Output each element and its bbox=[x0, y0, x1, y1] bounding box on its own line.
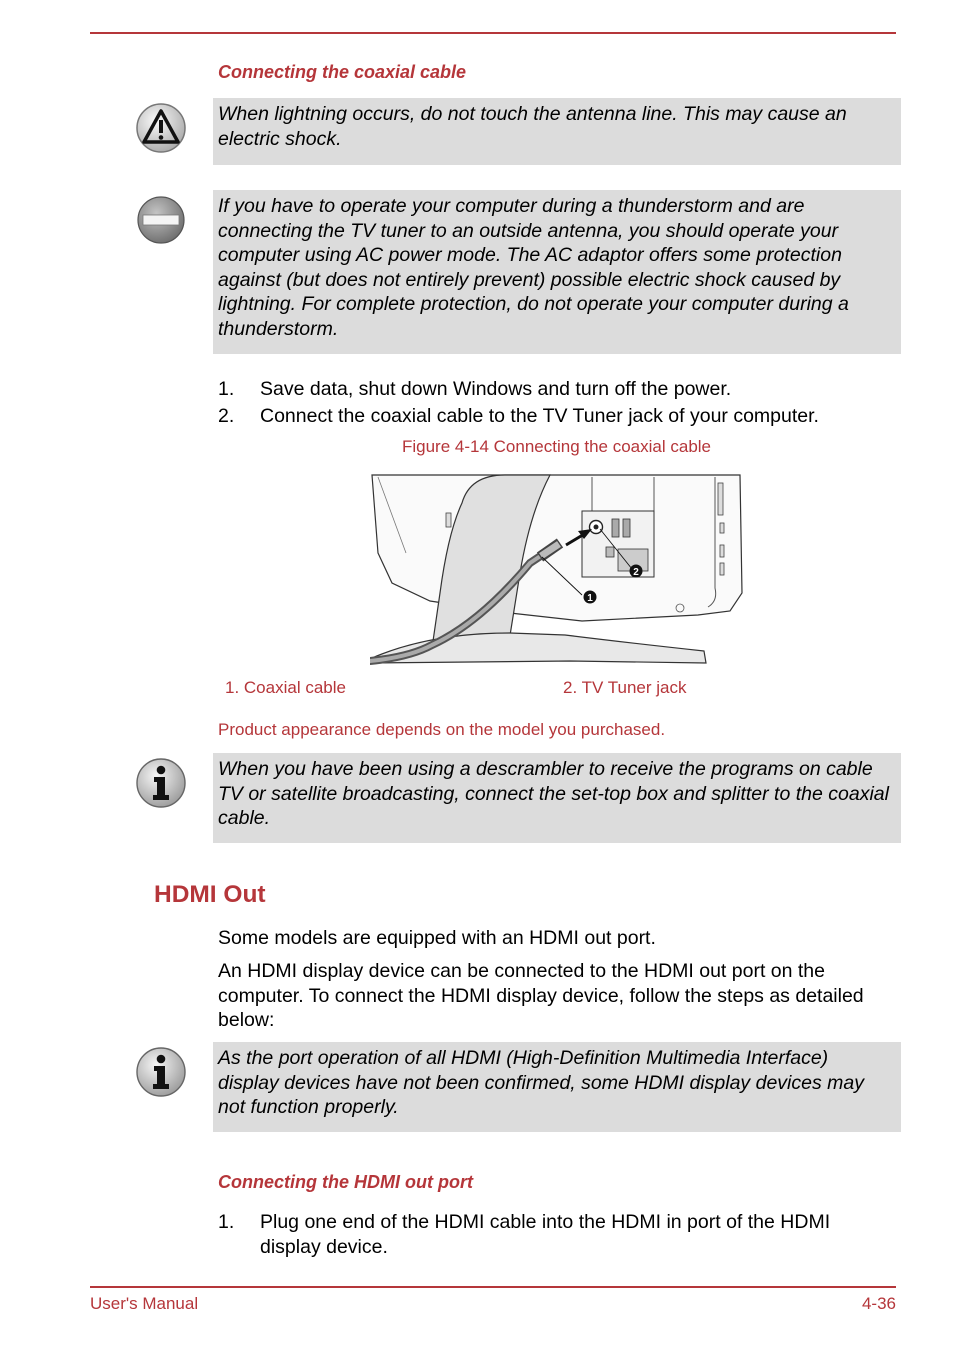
subheading-coaxial: Connecting the coaxial cable bbox=[218, 62, 467, 82]
subheading-hdmi: Connecting the HDMI out port bbox=[218, 1172, 473, 1192]
appearance-note: Product appearance depends on the model you purchased. bbox=[218, 720, 666, 739]
footer-rule bbox=[90, 1286, 896, 1288]
step-number: 1. bbox=[218, 1211, 235, 1233]
no-entry-icon bbox=[136, 195, 186, 250]
section-title-hdmi: HDMI Out bbox=[154, 881, 266, 908]
header-rule bbox=[90, 32, 896, 34]
legend-tv-tuner-jack: 2. TV Tuner jack bbox=[563, 678, 687, 697]
figure-caption: Figure 4-14 Connecting the coaxial cable bbox=[401, 437, 712, 456]
step-text: Plug one end of the HDMI cable into the HDMI in port of the HDMI display device. bbox=[260, 1211, 831, 1258]
hdmi-paragraph-1: Some models are equipped with an HDMI out port. bbox=[218, 927, 656, 949]
legend-coaxial-cable: 1. Coaxial cable bbox=[225, 678, 346, 697]
information-icon bbox=[135, 1046, 187, 1103]
step-text: Connect the coaxial cable to the TV Tuner jack of your computer. bbox=[260, 405, 819, 427]
step-text: Save data, shut down Windows and turn off the power. bbox=[260, 378, 732, 400]
footer-page-number: 4-36 bbox=[861, 1294, 896, 1313]
caution-note: If you have to operate your computer during a thunderstorm and are connecting the TV tuner to an outside antenna, you should operate your computer using AC power mode. The AC adaptor offers some protection against (but does not entirely prevent) possible electric shock caused by lightning. For complete protection, do not operate your computer during a thunderstorm. bbox=[213, 190, 901, 354]
callout-2: 2 bbox=[633, 567, 639, 578]
figure-illustration bbox=[370, 473, 745, 665]
hdmi-paragraph-2: An HDMI display device can be connected to the HDMI out port on the computer. To connect the HDMI display device, follow the steps as detailed below: bbox=[218, 960, 864, 1031]
info-note-hdmi: As the port operation of all HDMI (High-Definition Multimedia Interface) display devices have not been confirmed, some HDMI display devices may not function properly. bbox=[213, 1042, 901, 1132]
footer-manual-title: User's Manual bbox=[90, 1294, 199, 1313]
step-number: 2. bbox=[218, 405, 235, 427]
warning-triangle-icon bbox=[135, 102, 187, 159]
information-icon bbox=[135, 757, 187, 814]
callout-1: 1 bbox=[587, 593, 593, 604]
warning-note: When lightning occurs, do not touch the antenna line. This may cause an electric shock. bbox=[213, 98, 901, 165]
step-number: 1. bbox=[218, 378, 235, 400]
info-note-descrambler: When you have been using a descrambler to receive the programs on cable TV or satellite broadcasting, connect the set-top box and splitter to the coaxial cable. bbox=[213, 753, 901, 843]
